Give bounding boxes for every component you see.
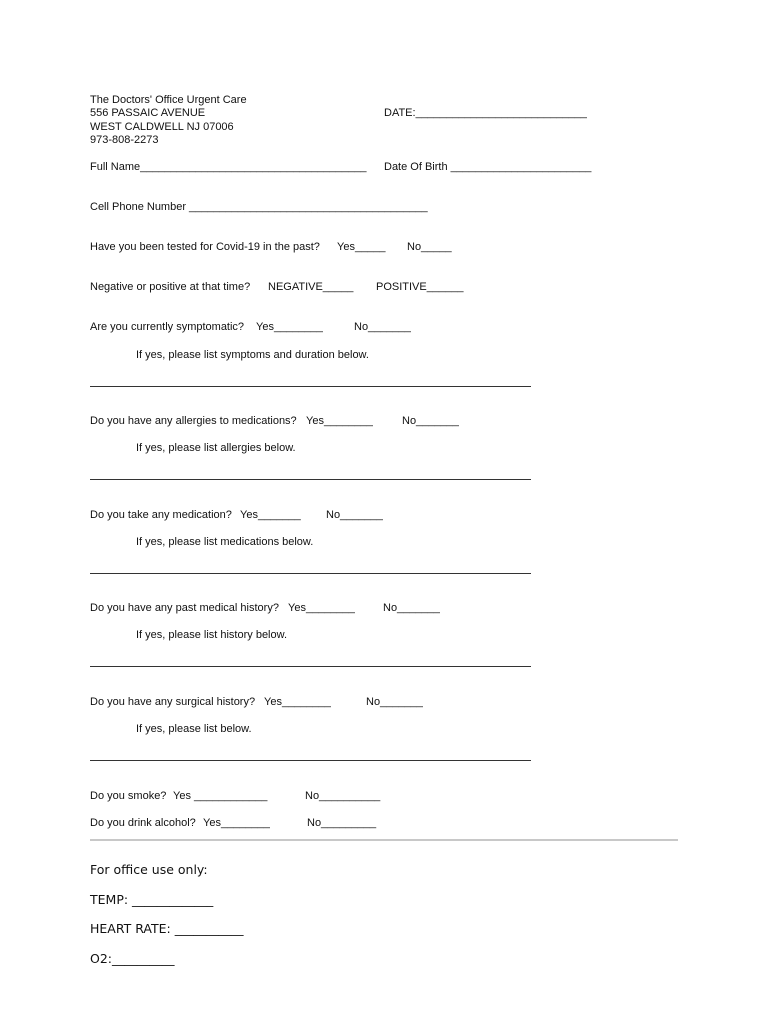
allergies-question: Do you have any allergies to medications?	[90, 415, 297, 427]
covid-tested-no[interactable]: No_____	[407, 241, 452, 253]
allergies-no[interactable]: No_______	[402, 415, 459, 427]
surgical-history-answer-line[interactable]	[90, 760, 531, 761]
date-of-birth-field[interactable]: Date Of Birth _______________________	[384, 161, 592, 173]
surgical-history-question: Do you have any surgical history?	[90, 696, 256, 708]
office-use-title: For office use only:	[90, 862, 208, 877]
surgical-history-no[interactable]: No_______	[366, 696, 423, 708]
medical-history-yes[interactable]: Yes________	[288, 602, 355, 614]
symptomatic-question: Are you currently symptomatic?	[90, 321, 245, 333]
covid-result-question: Negative or positive at that time?	[90, 281, 251, 293]
cell-phone-field[interactable]: Cell Phone Number _______________________________________	[90, 201, 428, 213]
symptoms-note: If yes, please list symptoms and duration below.	[136, 349, 369, 361]
address-line-2: WEST CALDWELL NJ 07006	[90, 121, 234, 133]
date-field[interactable]: DATE:____________________________	[384, 107, 587, 119]
alcohol-yes[interactable]: Yes________	[203, 817, 270, 829]
covid-tested-question: Have you been tested for Covid-19 in the past?	[90, 241, 320, 253]
phone-number: 973-808-2273	[90, 134, 159, 146]
symptomatic-no[interactable]: No_______	[354, 321, 411, 333]
surgical-history-yes[interactable]: Yes________	[264, 696, 331, 708]
medical-history-answer-line[interactable]	[90, 666, 531, 667]
medication-note: If yes, please list medications below.	[136, 536, 314, 548]
allergies-note: If yes, please list allergies below.	[136, 442, 296, 454]
heart-rate-field[interactable]: HEART RATE: ___________	[90, 921, 244, 936]
symptoms-answer-line[interactable]	[90, 386, 531, 387]
medication-no[interactable]: No_______	[326, 509, 383, 521]
surgical-history-note: If yes, please list below.	[136, 723, 252, 735]
allergies-yes[interactable]: Yes________	[306, 415, 373, 427]
covid-result-positive[interactable]: POSITIVE______	[376, 281, 464, 293]
allergies-answer-line[interactable]	[90, 479, 531, 480]
covid-tested-yes[interactable]: Yes_____	[337, 241, 386, 253]
section-divider	[90, 839, 678, 841]
alcohol-question: Do you drink alcohol?	[90, 817, 196, 829]
medical-history-no[interactable]: No_______	[383, 602, 440, 614]
covid-result-negative[interactable]: NEGATIVE_____	[268, 281, 354, 293]
o2-field[interactable]: O2:__________	[90, 951, 175, 966]
temp-field[interactable]: TEMP: _____________	[90, 892, 214, 907]
medical-history-note: If yes, please list history below.	[136, 629, 288, 641]
symptomatic-yes[interactable]: Yes________	[256, 321, 323, 333]
practice-name: The Doctors' Office Urgent Care	[90, 94, 247, 106]
medication-question: Do you take any medication?	[90, 509, 232, 521]
smoke-no[interactable]: No__________	[305, 790, 381, 802]
smoke-yes[interactable]: Yes ____________	[173, 790, 268, 802]
medication-yes[interactable]: Yes_______	[240, 509, 301, 521]
address-line-1: 556 PASSAIC AVENUE	[90, 107, 206, 119]
full-name-field[interactable]: Full Name_____________________________________	[90, 161, 367, 173]
medical-history-question: Do you have any past medical history?	[90, 602, 279, 614]
medication-answer-line[interactable]	[90, 573, 531, 574]
smoke-question: Do you smoke?	[90, 790, 167, 802]
alcohol-no[interactable]: No_________	[307, 817, 377, 829]
